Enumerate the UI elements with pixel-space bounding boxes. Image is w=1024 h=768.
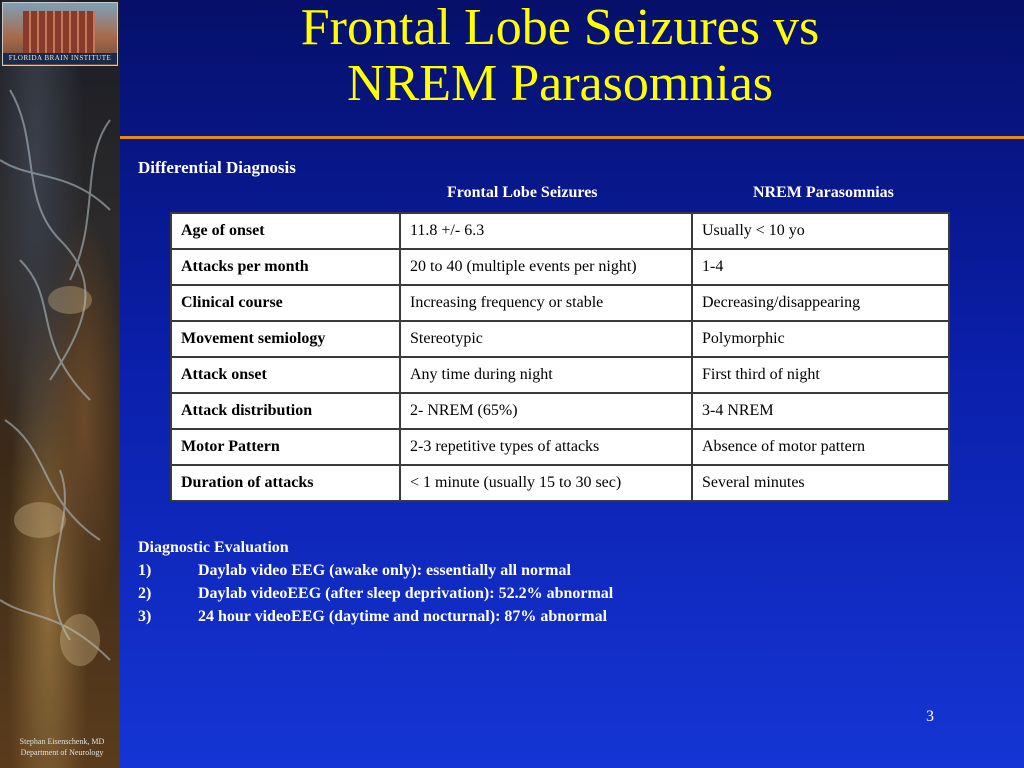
feature-cell: Attack onset [171,357,400,393]
item-text: 24 hour videoEEG (daytime and nocturnal): 87% abnormal [198,608,608,625]
slide-title [150,0,970,112]
table-row [171,393,949,429]
table-row [171,429,949,465]
feature-cell: Age of onset [171,213,400,249]
feature-cell: Motor Pattern [171,429,400,465]
table-row [171,465,949,501]
nrem-cell: 3-4 NREM [692,393,949,429]
table-row [171,249,949,285]
credit-department: Department of Neurology [20,748,104,757]
evaluation-heading: Diagnostic Evaluation [138,539,289,556]
item-number: 1) [138,562,152,579]
table-row [171,285,949,321]
credit-name: Stephan Eisenschenk, MD [19,737,105,746]
frontal-lobe-cell: Stereotypic [400,321,692,357]
table-row [171,213,949,249]
nrem-cell: First third of night [692,357,949,393]
feature-cell: Movement semiology [171,321,400,357]
nrem-cell: Usually < 10 yo [692,213,949,249]
nrem-cell: Several minutes [692,465,949,501]
differential-heading: Differential Diagnosis [138,158,296,177]
logo-text: FLORIDA BRAIN INSTITUTE [3,53,117,64]
nrem-cell: 1-4 [692,249,949,285]
item-number: 3) [138,608,152,625]
frontal-lobe-cell: 11.8 +/- 6.3 [400,213,692,249]
author-credit [6,736,118,758]
neuron-artwork [0,0,120,768]
table-row [171,357,949,393]
institute-logo [2,2,118,66]
decorative-sidebar [0,0,120,768]
nrem-cell: Decreasing/disappearing [692,285,949,321]
item-text: Daylab videoEEG (after sleep deprivation): 52.2% abnormal [198,585,614,602]
frontal-lobe-cell: Increasing frequency or stable [400,285,692,321]
title-line-2: NREM Parasomnias [346,55,774,112]
diagnostic-evaluation [138,536,613,628]
building-icon [23,11,95,53]
frontal-lobe-cell: 20 to 40 (multiple events per night) [400,249,692,285]
list-item [138,605,613,628]
title-line-1: Frontal Lobe Seizures vs [300,0,820,56]
col-header-nrem: NREM Parasomnias [753,184,894,201]
frontal-lobe-cell: 2- NREM (65%) [400,393,692,429]
item-text: Daylab video EEG (awake only): essentially all normal [198,562,571,579]
feature-cell: Attacks per month [171,249,400,285]
table-row [171,321,949,357]
title-divider [120,136,1024,139]
nrem-cell: Absence of motor pattern [692,429,949,465]
differential-table [170,212,950,502]
page-number: 3 [926,708,934,725]
col-header-frontal-lobe: Frontal Lobe Seizures [447,184,598,201]
item-number: 2) [138,585,152,602]
feature-cell: Clinical course [171,285,400,321]
frontal-lobe-cell: < 1 minute (usually 15 to 30 sec) [400,465,692,501]
feature-cell: Duration of attacks [171,465,400,501]
feature-cell: Attack distribution [171,393,400,429]
list-item [138,559,613,582]
frontal-lobe-cell: 2-3 repetitive types of attacks [400,429,692,465]
frontal-lobe-cell: Any time during night [400,357,692,393]
nrem-cell: Polymorphic [692,321,949,357]
list-item [138,582,613,605]
